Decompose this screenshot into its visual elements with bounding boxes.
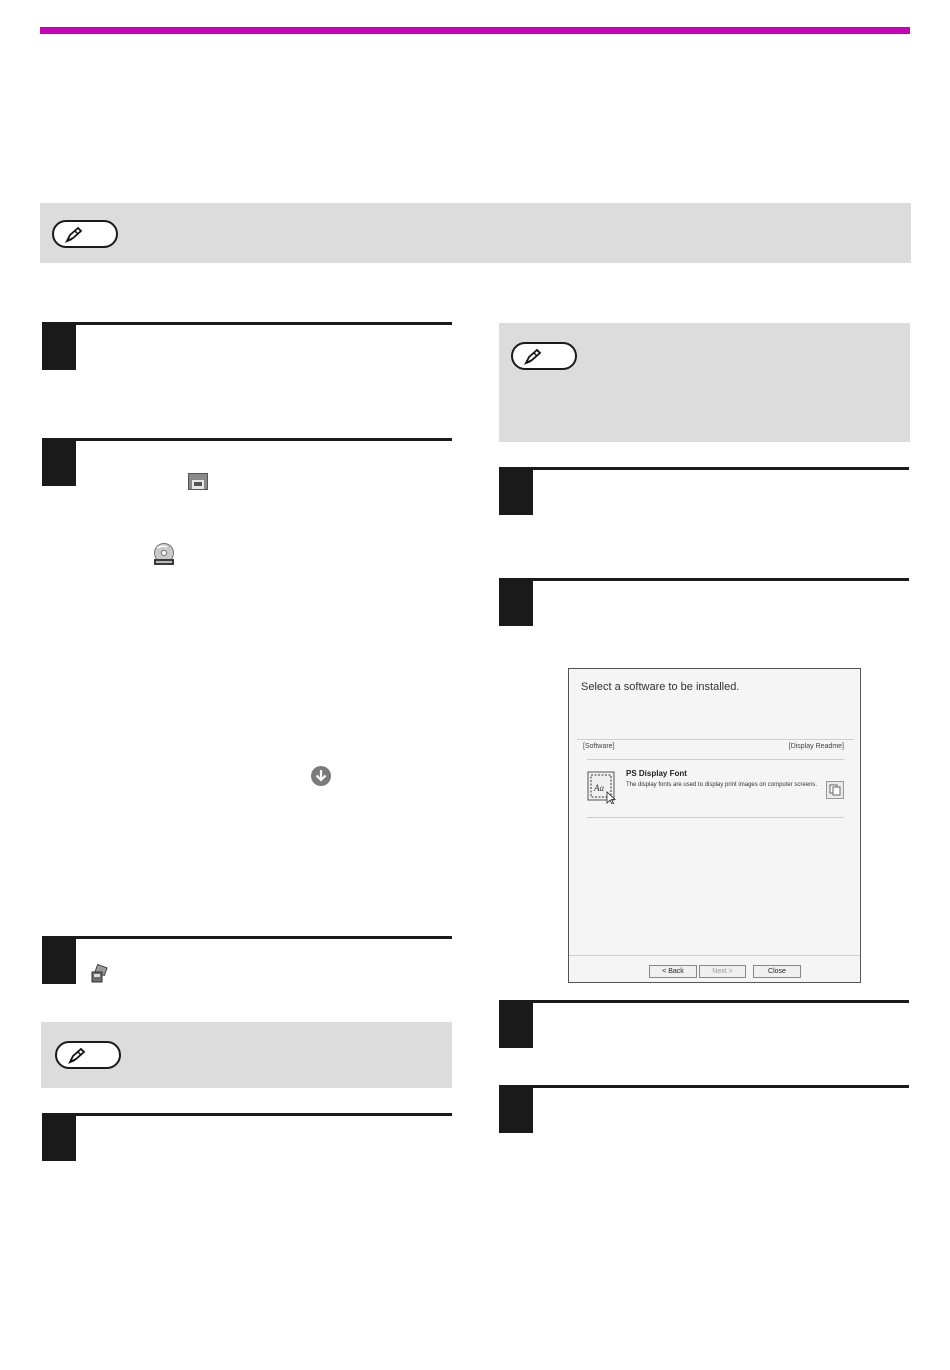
note-box-right (499, 323, 910, 442)
readme-icon (827, 782, 843, 798)
pencil-icon (63, 226, 85, 244)
step-number-block (499, 467, 533, 515)
header-accent-bar (40, 27, 910, 34)
next-button[interactable]: Next > (699, 965, 746, 978)
step-number-block (499, 578, 533, 626)
note-badge (55, 1041, 121, 1069)
cd-icon (152, 543, 176, 567)
step-number-block (499, 1000, 533, 1048)
pencil-icon (522, 348, 544, 366)
software-column-header: [Software] (583, 743, 615, 750)
step-number-block (42, 1113, 76, 1161)
back-button[interactable]: < Back (649, 965, 697, 978)
step-number-block (42, 322, 76, 370)
setup-icon (89, 964, 109, 984)
folder-icon (188, 473, 208, 490)
close-button[interactable]: Close (753, 965, 801, 978)
note-badge (511, 342, 577, 370)
note-box-top (40, 203, 911, 263)
step-number-block (42, 936, 76, 984)
step-number-block (499, 1085, 533, 1133)
pencil-icon (66, 1047, 88, 1065)
software-select-dialog (568, 668, 861, 983)
down-arrow-icon (310, 765, 332, 787)
note-box-left (41, 1022, 452, 1088)
note-badge (52, 220, 118, 248)
product-description: The display fonts are used to display print images on computer screens. (626, 782, 818, 788)
dialog-title: Select a software to be installed. (581, 681, 740, 693)
readme-column-header: [Display Readme] (788, 743, 844, 750)
display-font-icon[interactable] (587, 770, 617, 804)
svg-text:Aa: Aa (594, 783, 604, 793)
product-name: PS Display Font (626, 769, 687, 778)
readme-button[interactable] (826, 781, 844, 799)
step-number-block (42, 438, 76, 486)
